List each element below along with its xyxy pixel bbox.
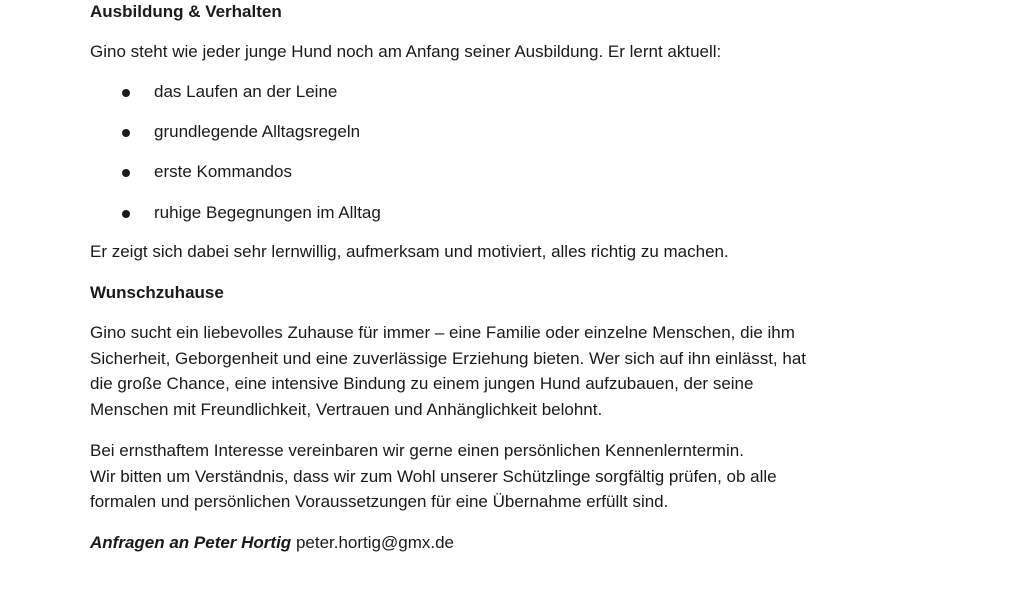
bullet-icon <box>122 169 130 177</box>
paragraph-line: Wir bitten um Verständnis, dass wir zum Wohl unserer Schützlinge sorgfältig prüfen, ob alle <box>90 466 777 486</box>
bullet-icon <box>122 210 130 218</box>
list-item-text: ruhige Begegnungen im Alltag <box>154 203 381 222</box>
paragraph-line: Bei ernsthaftem Interesse vereinbaren wir gerne einen persönlichen Kennenlerntermin. <box>90 441 744 460</box>
paragraph-line: formalen und persönlichen Voraussetzungen für eine Übernahme erfüllt sind. <box>90 492 669 511</box>
interest-paragraph <box>90 438 777 515</box>
bullet-icon <box>122 89 130 97</box>
list-item-text: erste Kommandos <box>154 162 292 181</box>
section-heading-home: Wunschzuhause <box>90 283 224 302</box>
paragraph-line: die große Chance, eine intensive Bindung zu einem jungen Hund aufzubauen, der seine <box>90 374 754 393</box>
section-heading-training: Ausbildung & Verhalten <box>90 2 282 21</box>
paragraph-line: Sicherheit, Geborgenheit und eine zuverlässige Erziehung bieten. Wer sich auf ihn einlässt, hat <box>90 348 807 368</box>
training-summary: Er zeigt sich dabei sehr lernwillig, aufmerksam und motiviert, alles richtig zu machen. <box>90 242 729 261</box>
home-paragraph <box>90 320 806 422</box>
bullet-icon <box>122 129 130 137</box>
list-item-text: das Laufen an der Leine <box>154 82 338 101</box>
paragraph-line: Menschen mit Freundlichkeit, Vertrauen und Anhänglichkeit belohnt. <box>90 399 603 419</box>
training-intro: Gino steht wie jeder junge Hund noch am Anfang seiner Ausbildung. Er lernt aktuell: <box>90 42 722 61</box>
contact-label: Anfragen an Peter Hortig <box>90 533 292 552</box>
contact-email[interactable]: peter.hortig@gmx.de <box>295 533 455 552</box>
paragraph-line: Gino sucht ein liebevolles Zuhause für immer – eine Familie oder einzelne Menschen, die ihm <box>90 323 795 342</box>
list-item-text: grundlegende Alltagsregeln <box>154 122 361 141</box>
contact-line <box>90 533 454 553</box>
